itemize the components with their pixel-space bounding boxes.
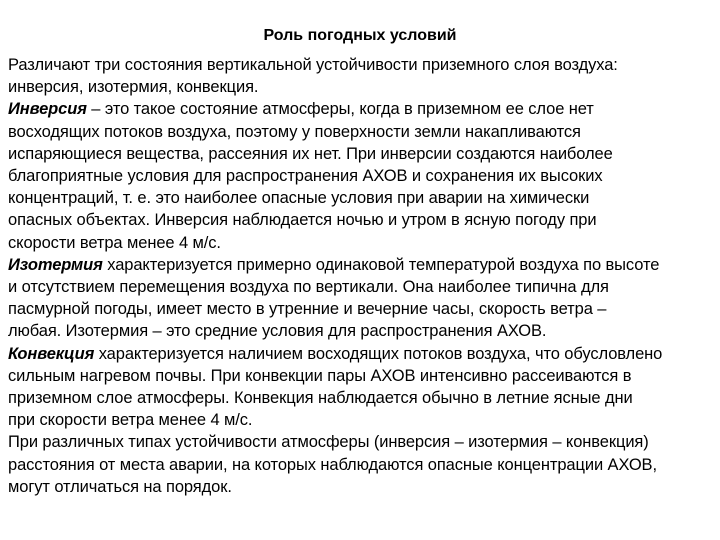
paragraph-convection bbox=[8, 343, 716, 432]
text-line bbox=[8, 98, 716, 120]
paragraph-inversion bbox=[8, 98, 716, 253]
text-line: сильным нагревом почвы. При конвекции пары АХОВ интенсивно рассеиваются в bbox=[8, 366, 632, 385]
text-line: при скорости ветра менее 4 м/с. bbox=[8, 411, 253, 430]
text-segment: характеризуется примерно одинаковой температурой воздуха по высоте bbox=[102, 255, 660, 274]
text-line: скорости ветра менее 4 м/с. bbox=[8, 233, 221, 252]
text-line bbox=[8, 343, 716, 365]
text-line: инверсия, изотермия, конвекция. bbox=[8, 78, 259, 97]
paragraph-conclusion bbox=[8, 431, 716, 498]
text-line: приземном слое атмосферы. Конвекция наблюдается обычно в летние ясные дни bbox=[8, 389, 633, 408]
paragraph-intro bbox=[8, 54, 716, 98]
text-line: восходящих потоков воздуха, поэтому у поверхности земли накапливаются bbox=[8, 122, 581, 141]
text-line: и отсутствием перемещения воздуха по вертикали. Она наиболее типична для bbox=[8, 278, 609, 297]
text-line: Различают три состояния вертикальной устойчивости приземного слоя воздуха: bbox=[8, 56, 618, 74]
term-convection: Конвекция bbox=[8, 344, 95, 363]
text-line: испаряющиеся вещества, рассеяния их нет. При инверсии создаются наиболее bbox=[8, 144, 613, 163]
text-line: могут отличаться на порядок. bbox=[8, 477, 232, 496]
text-line: любая. Изотермия – это средние условия для распространения АХОВ. bbox=[8, 322, 547, 341]
text-line: расстояния от места аварии, на которых наблюдаются опасные концентрации АХОВ, bbox=[8, 455, 657, 474]
text-line bbox=[8, 254, 716, 276]
slide-title: Роль погодных условий bbox=[263, 27, 457, 44]
text-line: опасных объектах. Инверсия наблюдается ночью и утром в ясную погоду при bbox=[8, 211, 597, 230]
text-segment: – это такое состояние атмосферы, когда в приземном ее слое нет bbox=[86, 100, 594, 119]
term-isothermia: Изотермия bbox=[8, 255, 103, 274]
paragraph-isothermia bbox=[8, 254, 716, 343]
text-line: благоприятные условия для распространения АХОВ и сохранения их высоких bbox=[8, 167, 603, 186]
text-line: пасмурной погоды, имеет место в утренние и вечерние часы, скорость ветра – bbox=[8, 300, 607, 319]
slide-body bbox=[0, 54, 720, 498]
text-segment: характеризуется наличием восходящих потоков воздуха, что обусловлено bbox=[94, 344, 663, 363]
term-inversion: Инверсия bbox=[8, 100, 87, 119]
text-line: концентраций, т. е. это наиболее опасные условия при аварии на химически bbox=[8, 189, 590, 208]
text-line: При различных типах устойчивости атмосферы (инверсия – изотермия – конвекция) bbox=[8, 433, 649, 452]
